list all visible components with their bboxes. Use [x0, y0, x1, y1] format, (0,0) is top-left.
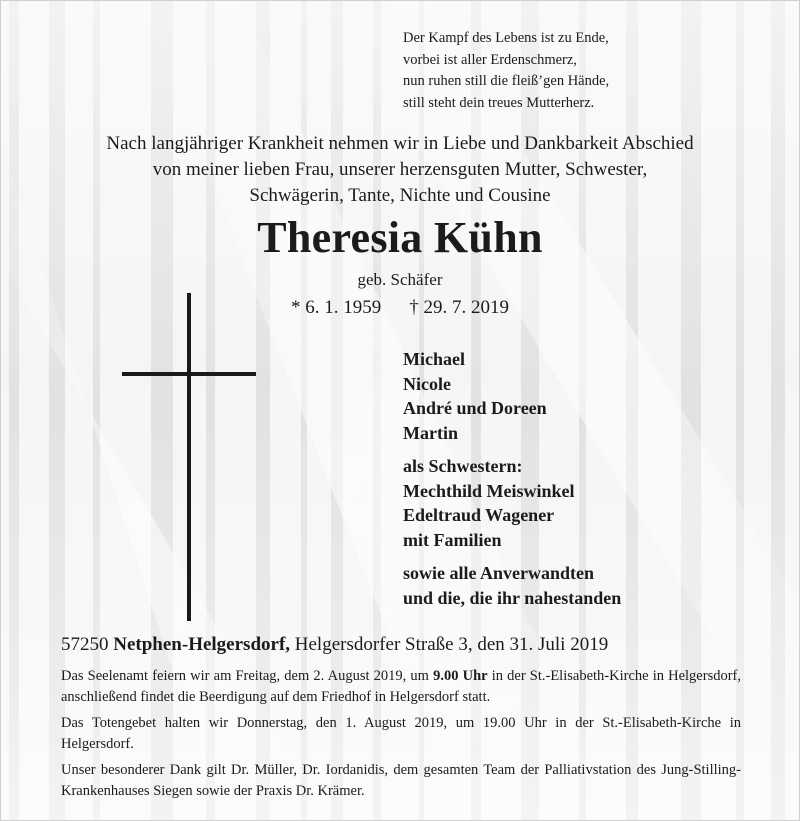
sisters-group [403, 454, 621, 552]
maiden-name: geb. Schäfer [357, 270, 443, 289]
postal-code: 57250 [61, 634, 109, 655]
intro-text [1, 131, 799, 209]
mourners-list [403, 347, 621, 619]
mourner-name: mit Familien [403, 529, 502, 550]
mourner-name: Nicole [403, 373, 451, 394]
poem-line: nun ruhen still die fleiß’gen Hände, [403, 73, 610, 89]
cross-icon [119, 293, 259, 623]
poem-line: Der Kampf des Lebens ist zu Ende, [403, 30, 609, 46]
intro-line: Schwägerin, Tante, Nichte und Cousine [249, 185, 551, 206]
intro-line: Nach langjähriger Krankheit nehmen wir in Liebe und Dankbarkeit Abschied [106, 133, 694, 154]
requiem-text: Das Seelenamt feiern wir am Freitag, dem 2. August 2019, um [61, 668, 434, 684]
address-line [61, 633, 608, 657]
poem-line: vorbei ist aller Erdenschmerz, [403, 51, 577, 68]
town-name: Netphen-Helgersdorf, [113, 634, 291, 655]
mourner-name: Martin [403, 422, 458, 443]
family-group [403, 347, 621, 445]
requiem-time: 9.00 Uhr [433, 668, 488, 684]
others-group [403, 561, 621, 610]
requiem-text-end: in der St.-Elisabeth-Kirche in Helgersdorf, anschließend findet die Beerdigung auf dem Friedhof in Helgersdorf statt. [61, 668, 741, 705]
birth-date: * 6. 1. 1959 [291, 297, 382, 318]
poem-line: still steht dein treues Mutterherz. [403, 94, 595, 111]
mourner-name: Michael [403, 349, 465, 369]
mourner-name: André und Doreen [403, 398, 547, 418]
deceased-name: Theresia Kühn [257, 213, 543, 262]
prayer-notice: Das Totengebet halten wir Donnerstag, den 1. August 2019, um 19.00 Uhr in der St.-Elisabeth-Kirche in Helgersdorf. [61, 715, 741, 752]
mourner-line: sowie alle Anverwandten [403, 563, 594, 583]
address-date: Helgersdorfer Straße 3, den 31. Juli 2019 [294, 634, 609, 655]
mourner-name: Edeltraud Wagener [403, 505, 555, 525]
requiem-notice [61, 666, 741, 708]
death-date: † 29. 7. 2019 [409, 297, 509, 318]
thanks-notice: Unser besonderer Dank gilt Dr. Müller, Dr. Iordanidis, dem gesamten Team der Palliativstation des Jung-Stilling-Krankenhauses Siegen sowie der Praxis Dr. Krämer. [61, 762, 741, 799]
mourner-name: Mechthild Meiswinkel [403, 480, 575, 501]
poem [403, 28, 609, 114]
intro-line: von meiner lieben Frau, unserer herzensguten Mutter, Schwester, [152, 159, 648, 180]
mourner-line: und die, die ihr nahestanden [403, 587, 622, 608]
sisters-heading: als Schwestern: [403, 456, 523, 476]
